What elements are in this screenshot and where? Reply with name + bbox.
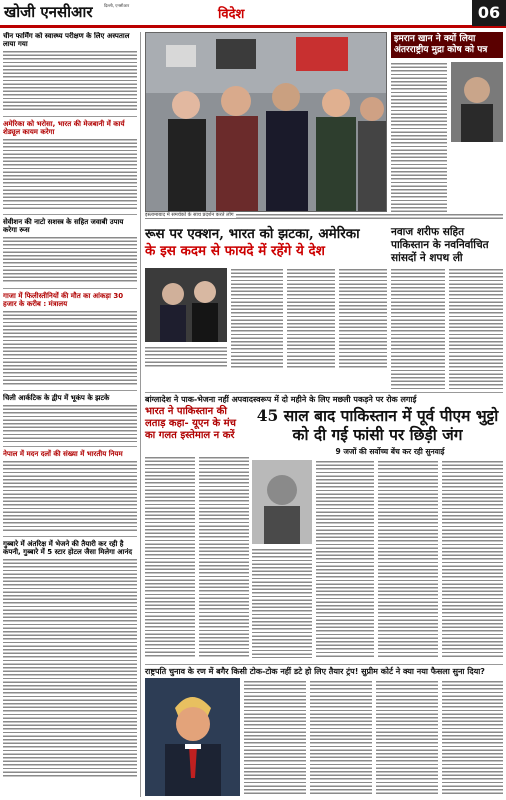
left-column — [3, 32, 141, 797]
main-headline: रूस पर एक्शन, भारत को झटका, अमेरिका के इस कदम से फायदे में रहेंगे ये देश — [145, 226, 360, 259]
left-story — [3, 218, 137, 284]
story-headline: इमरान खान ने क्यों लिया अंतरराष्ट्रीय मुद्रा कोष को पत्र — [391, 32, 503, 58]
story-body — [378, 460, 438, 658]
left-story — [3, 540, 137, 778]
story-body — [449, 268, 503, 390]
india-pakistan-headline: भारत ने पाकिस्तान की लताड़ कहा- यूएन के मंच का गलत इस्तेमाल न करें — [145, 406, 236, 441]
story-headline: सेवीशन की नाटो सशस्त्र के सहित जवाबी उपाय करेगा रूस — [3, 218, 124, 234]
protest-illustration — [146, 33, 387, 212]
page-number: 06 — [472, 0, 506, 26]
section-title: विदेश — [218, 7, 245, 22]
story-body — [3, 460, 137, 532]
left-story — [3, 394, 137, 442]
bhutto-headline: 45 साल बाद पाकिस्तान में पूर्व पीएम भुट्टो को दी गई फांसी पर छिड़ी जंग — [256, 406, 499, 444]
story-body — [244, 680, 306, 796]
story-headline: अमेरिका को भरोसा, भारत की मेजबानी में कार्य शेड्यूल कायम करेगा — [3, 120, 125, 136]
story-body — [442, 460, 503, 658]
story-body — [252, 548, 312, 658]
story-body — [339, 268, 387, 368]
story-headline: गाजा में फिलीस्तीनियों की मौत का आंकड़ा 30 हजार के करीब : मंत्रालय — [3, 292, 124, 308]
bangladesh-headline: बांग्लादेश ने पाक-भेजना नहीं अपवादस्वरूप में दो महीने के लिए मछली पकड़ने पर रोक लगाई — [145, 392, 503, 405]
imran-story — [391, 32, 503, 212]
story-body — [391, 62, 447, 212]
story-headline: चीन फार्मिंग को स्वास्थ्य परीक्षण के लिए अस्पताल लाया गया — [3, 32, 130, 48]
story-body — [231, 268, 283, 368]
bhutto-subhead: 9 जजों की सर्वोच्च बेंच कर रही सुनवाई — [335, 447, 445, 456]
story-body — [391, 268, 445, 390]
protest-photo — [145, 32, 387, 212]
story-body — [199, 456, 249, 658]
story-body — [3, 404, 137, 442]
masthead — [0, 0, 506, 28]
story-body — [145, 456, 195, 658]
trump-headline: राष्ट्रपति चुनाव के रण में बगैर किसी टोक-टोक नहीं डटे हो लिए तैयार ट्रंप! सुप्रीम कोर्ट ने क्या नया फैसला सुना दिया? — [145, 664, 503, 677]
story-body — [287, 268, 335, 368]
story-body — [145, 346, 227, 368]
left-story — [3, 120, 137, 210]
photo-caption: इस्लामाबाद में समर्थकों के साथ प्रदर्शन करते लोग — [145, 213, 503, 219]
left-story — [3, 32, 137, 112]
nawaz-headline: नवाज शरीफ सहित पाकिस्तान के नवनिर्वाचित सांसदों ने शपथ ली — [391, 226, 489, 264]
left-story — [3, 450, 137, 532]
story-headline: नेपाल में मदन दलों की संख्या में भारतीय नियम — [3, 450, 123, 458]
bhutto-photo — [252, 460, 312, 544]
story-body — [310, 680, 372, 796]
trump-photo — [145, 678, 240, 796]
story-headline: चिली आर्कटिक के द्वीप में भूकंप के झटके — [3, 394, 110, 402]
imran-photo — [451, 62, 503, 142]
brand-logo: खोजी एनसीआर — [4, 3, 93, 21]
left-story — [3, 292, 137, 386]
story-body — [3, 310, 137, 386]
story-body — [3, 50, 137, 112]
story-body — [316, 460, 374, 658]
putin-biden-photo — [145, 268, 227, 342]
edition-line: दिल्ली, एनसीआर — [104, 3, 130, 8]
story-headline: गुब्बारे में अंतरिक्ष में भेजने की तैयारी कर रही है कंपनी, गुब्बारे में 5 स्टार होटल जैसा मिलेगा आनंद — [3, 540, 133, 556]
story-body — [3, 236, 137, 284]
story-body — [376, 680, 438, 796]
story-body — [3, 558, 137, 778]
story-body — [3, 138, 137, 210]
story-body — [442, 680, 503, 796]
